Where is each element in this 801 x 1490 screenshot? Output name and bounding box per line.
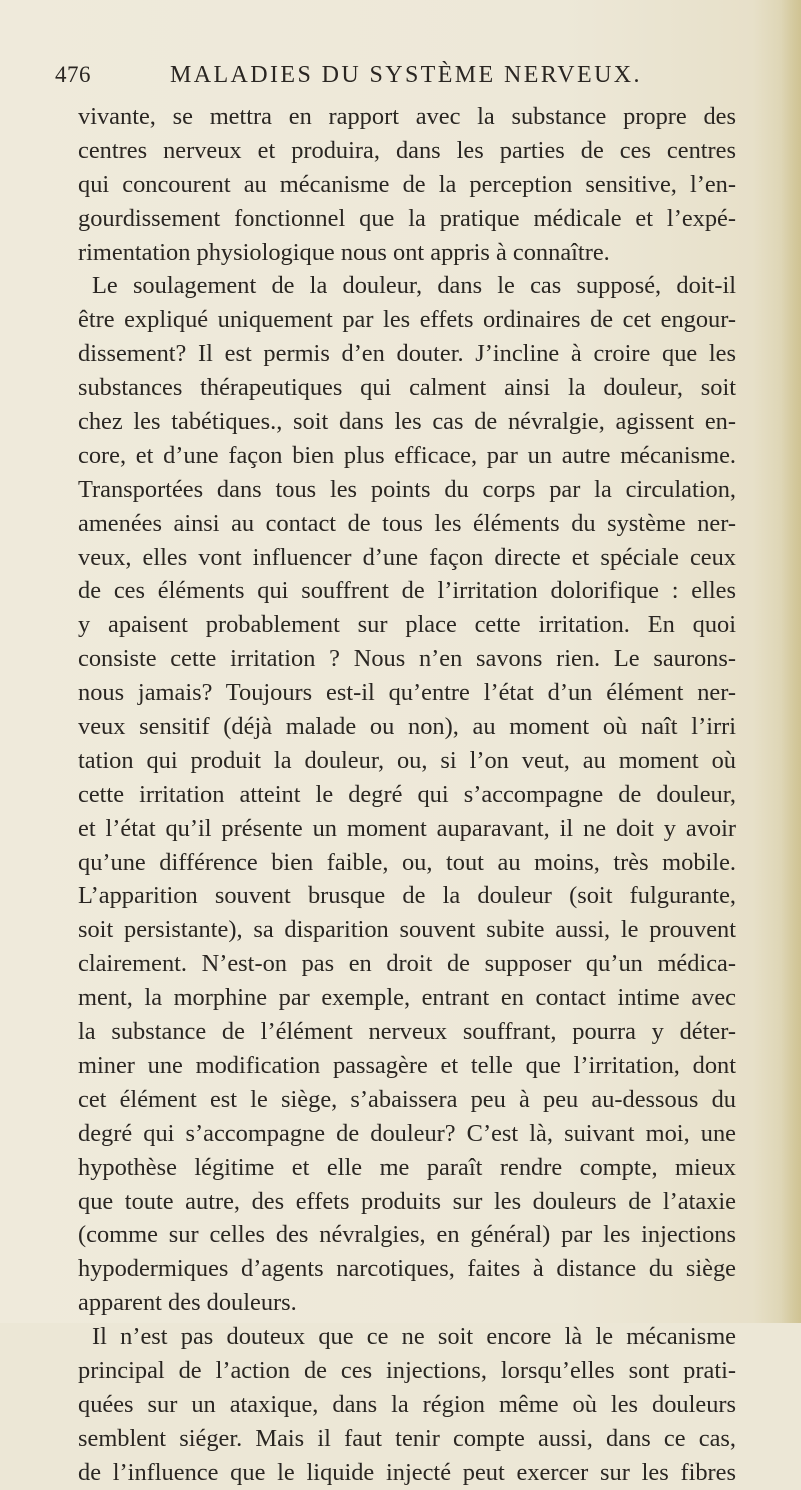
- text-line: miner une modification passagère et telle que l’irritation, dont: [78, 1051, 736, 1079]
- page-header: [55, 62, 745, 102]
- text-line: semblent siéger. Mais il faut tenir compte aussi, dans ce cas,: [78, 1424, 736, 1452]
- text-line: qui concourent au mécanisme de la perception sensitive, l’en-: [78, 170, 736, 198]
- text-line: Le soulagement de la douleur, dans le cas supposé, doit-il: [92, 272, 736, 300]
- text-line: clairement. N’est-on pas en droit de supposer qu’un médica-: [78, 950, 736, 978]
- text-line: L’apparition souvent brusque de la douleur (soit fulgurante,: [78, 882, 736, 910]
- page-edge-shading: [781, 0, 801, 1323]
- text-line: qu’une différence bien faible, ou, tout au moins, très mobile.: [78, 848, 736, 876]
- text-line: chez les tabétiques., soit dans les cas de névralgie, agissent en-: [78, 408, 736, 436]
- text-line: cet élément est le siège, s’abaissera peu à peu au-dessous du: [78, 1085, 736, 1113]
- text-line: tation qui produit la douleur, ou, si l’on veut, au moment où: [78, 746, 736, 774]
- text-line: la substance de l’élément nerveux souffrant, pourra y déter-: [78, 1018, 736, 1046]
- text-line: que toute autre, des effets produits sur les douleurs de l’ataxie: [78, 1187, 736, 1215]
- text-line: substances thérapeutiques qui calment ainsi la douleur, soit: [78, 374, 736, 402]
- text-line: centres nerveux et produira, dans les parties de ces centres: [78, 136, 736, 164]
- running-title: MALADIES DU SYSTÈME NERVEUX.: [170, 62, 642, 88]
- text-line: degré qui s’accompagne de douleur? C’est là, suivant moi, une: [78, 1119, 736, 1147]
- text-line: quées sur un ataxique, dans la région même où les douleurs: [78, 1390, 736, 1418]
- text-line: de ces éléments qui souffrent de l’irritation dolorifique : elles: [78, 577, 736, 605]
- page-number: 476: [55, 62, 91, 87]
- text-line: apparent des douleurs.: [78, 1289, 297, 1317]
- text-line: (comme sur celles des névralgies, en général) par les injections: [78, 1221, 736, 1249]
- text-line: hypodermiques d’agents narcotiques, faites à distance du siège: [78, 1255, 736, 1283]
- text-line: veux, elles vont influencer d’une façon directe et spéciale ceux: [78, 543, 736, 571]
- text-line: amenées ainsi au contact de tous les éléments du système ner-: [78, 509, 736, 537]
- body-text: [78, 100, 736, 1490]
- text-line: consiste cette irritation ? Nous n’en savons rien. Le saurons-: [78, 645, 736, 673]
- text-line: dissement? Il est permis d’en douter. J’incline à croire que les: [78, 340, 736, 368]
- text-line: ment, la morphine par exemple, entrant en contact intime avec: [78, 984, 736, 1012]
- text-line: Transportées dans tous les points du corps par la circulation,: [78, 475, 736, 503]
- text-line: principal de l’action de ces injections, lorsqu’elles sont prati-: [78, 1356, 736, 1384]
- text-line: de l’influence que le liquide injecté peut exercer sur les fibres: [78, 1458, 736, 1486]
- text-line: hypothèse légitime et elle me paraît rendre compte, mieux: [78, 1153, 736, 1181]
- text-line: soit persistante), sa disparition souvent subite aussi, le prouvent: [78, 916, 736, 944]
- text-line: veux sensitif (déjà malade ou non), au moment où naît l’irri: [78, 713, 736, 741]
- text-line: nous jamais? Toujours est-il qu’entre l’état d’un élément ner-: [78, 679, 736, 707]
- text-line: vivante, se mettra en rapport avec la substance propre des: [78, 103, 736, 130]
- text-line: y apaisent probablement sur place cette irritation. En quoi: [78, 611, 736, 639]
- text-line: être expliqué uniquement par les effets ordinaires de cet engour-: [78, 306, 736, 334]
- text-line: rimentation physiologique nous ont appris à connaître.: [78, 238, 610, 266]
- text-line: gourdissement fonctionnel que la pratique médicale et l’expé-: [78, 204, 736, 232]
- text-line: et l’état qu’il présente un moment auparavant, il ne doit y avoir: [78, 814, 736, 842]
- text-line: cette irritation atteint le degré qui s’accompagne de douleur,: [78, 780, 736, 808]
- text-line: Il n’est pas douteux que ce ne soit encore là le mécanisme: [92, 1323, 736, 1351]
- text-line: core, et d’une façon bien plus efficace, par un autre mécanisme.: [78, 441, 736, 469]
